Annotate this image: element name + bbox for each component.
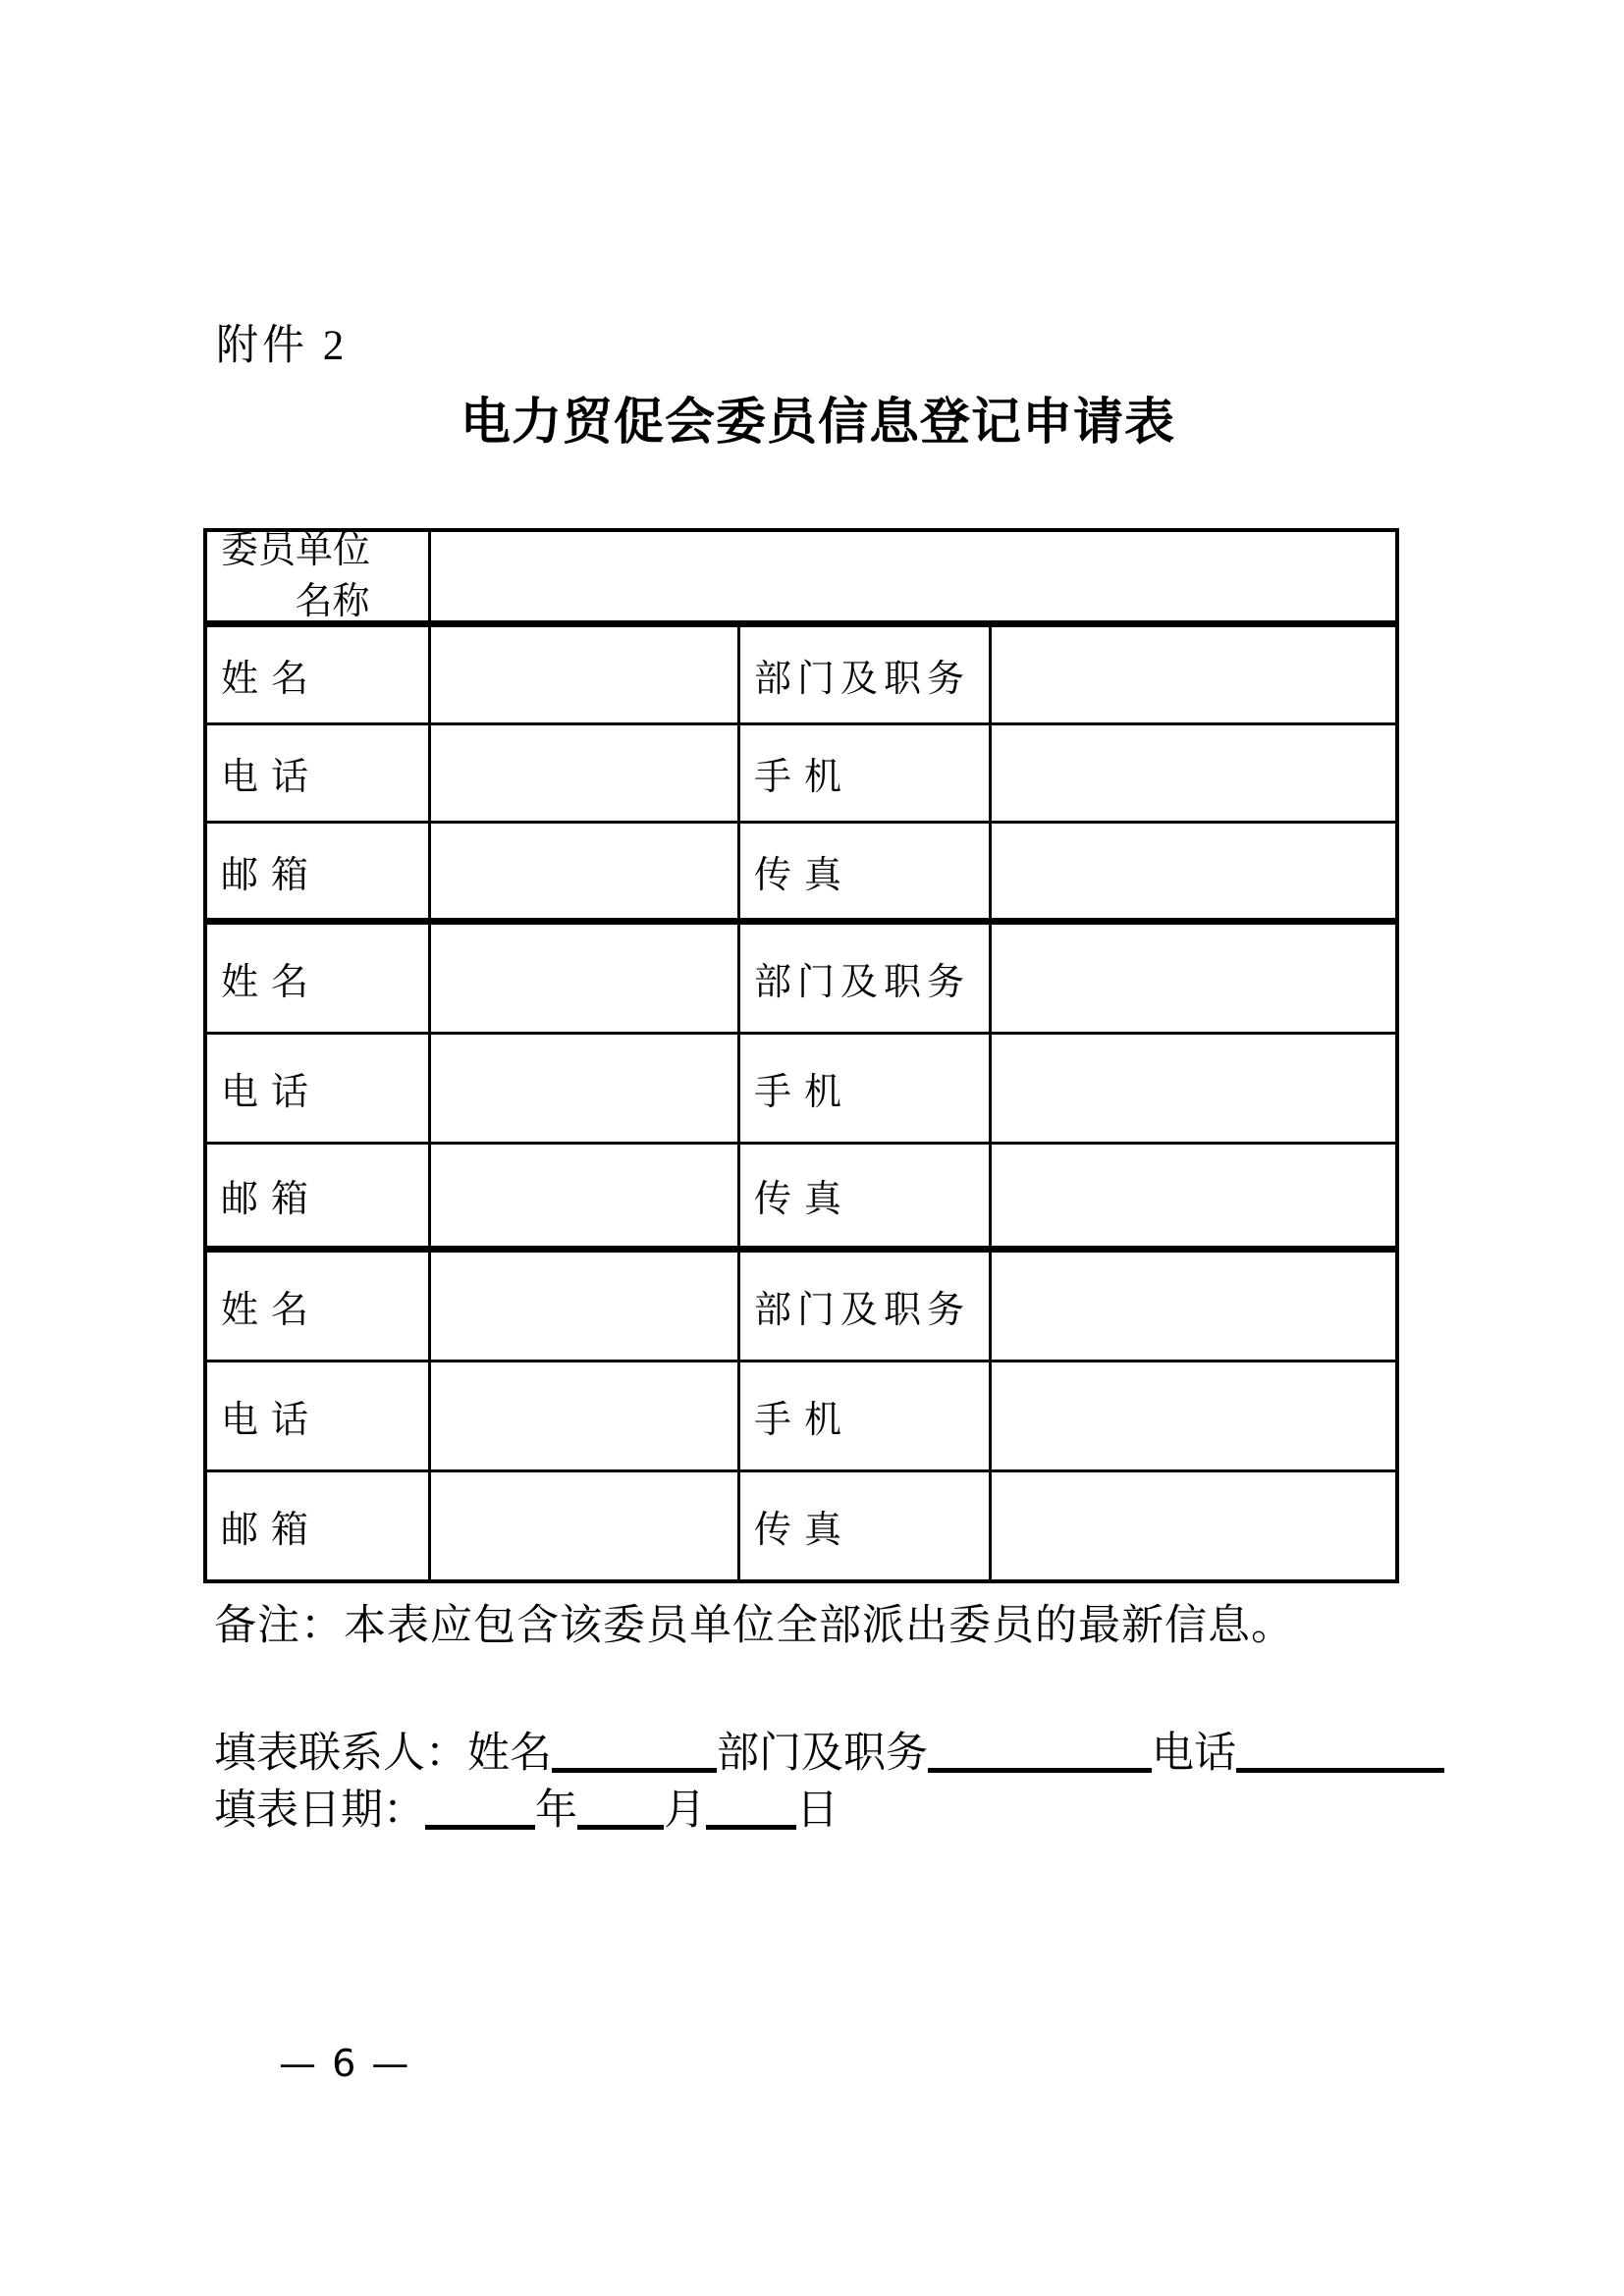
fax-value-b1: [992, 824, 1395, 925]
mobile-value-b3: [992, 1362, 1395, 1472]
remark-note: 备注：本表应包含该委员单位全部派出委员的最新信息。: [214, 1603, 1294, 1649]
mobile-value-b1: [992, 725, 1395, 824]
fax-label-b1: 传真: [740, 824, 992, 925]
page-number: — 6 —: [279, 2042, 411, 2085]
email-value-b1: [431, 824, 740, 925]
contact-dept-label: 部门及职务: [717, 1731, 928, 1777]
date-prefix: 填表日期：: [214, 1788, 425, 1834]
form-title: 电力贸促会委员信息登记申请表: [460, 396, 1175, 451]
phone-value-b2: [431, 1035, 740, 1145]
phone-value-b1: [431, 725, 740, 824]
fax-label-b3: 传真: [740, 1472, 992, 1579]
unit-name-value-cell: [431, 532, 1395, 627]
year-label: 年: [535, 1788, 577, 1834]
name-value-b1: [431, 627, 740, 725]
month-label: 月: [664, 1788, 706, 1834]
email-value-b3: [431, 1472, 740, 1579]
mobile-label-b2: 手机: [740, 1035, 992, 1145]
contact-line: [214, 1720, 1444, 1780]
day-label: 日: [796, 1788, 839, 1834]
contact-prefix: 填表联系人：: [214, 1731, 467, 1777]
dept-blank-line: [928, 1733, 1152, 1773]
fax-value-b2: [992, 1145, 1395, 1253]
phone-label-b2: 电话: [207, 1035, 431, 1145]
dept-label-b2: 部门及职务: [740, 925, 992, 1035]
dept-value-b1: [992, 627, 1395, 725]
name-blank-line: [552, 1733, 717, 1773]
mobile-label-b1: 手机: [740, 725, 992, 824]
month-blank-line: [577, 1789, 664, 1830]
email-label-b2: 邮箱: [207, 1145, 431, 1253]
fax-value-b3: [992, 1472, 1395, 1579]
date-line: [214, 1777, 839, 1837]
contact-phone-label: 电话: [1152, 1731, 1236, 1777]
unit-name-label-line1: 委员单位: [221, 530, 371, 571]
unit-name-label-line2: 名称: [295, 581, 370, 622]
email-label-b1: 邮箱: [207, 824, 431, 925]
phone-label-b1: 电话: [207, 725, 431, 824]
phone-value-b3: [431, 1362, 740, 1472]
email-label-b3: 邮箱: [207, 1472, 431, 1579]
name-value-b3: [431, 1253, 740, 1362]
phone-label-b3: 电话: [207, 1362, 431, 1472]
unit-name-label-cell: [207, 532, 431, 627]
fax-label-b2: 传真: [740, 1145, 992, 1253]
phone-blank-line: [1236, 1733, 1444, 1773]
name-label-b2: 姓名: [207, 925, 431, 1035]
year-blank-line: [425, 1789, 535, 1830]
mobile-value-b2: [992, 1035, 1395, 1145]
mobile-label-b3: 手机: [740, 1362, 992, 1472]
dept-value-b3: [992, 1253, 1395, 1362]
contact-name-label: 姓名: [467, 1731, 552, 1777]
attachment-label: 附件 2: [216, 323, 349, 369]
name-label-b1: 姓名: [207, 627, 431, 725]
member-info-table: [203, 528, 1399, 1583]
email-value-b2: [431, 1145, 740, 1253]
day-blank-line: [706, 1789, 796, 1830]
dept-value-b2: [992, 925, 1395, 1035]
name-label-b3: 姓名: [207, 1253, 431, 1362]
dept-label-b3: 部门及职务: [740, 1253, 992, 1362]
dept-label-b1: 部门及职务: [740, 627, 992, 725]
name-value-b2: [431, 925, 740, 1035]
